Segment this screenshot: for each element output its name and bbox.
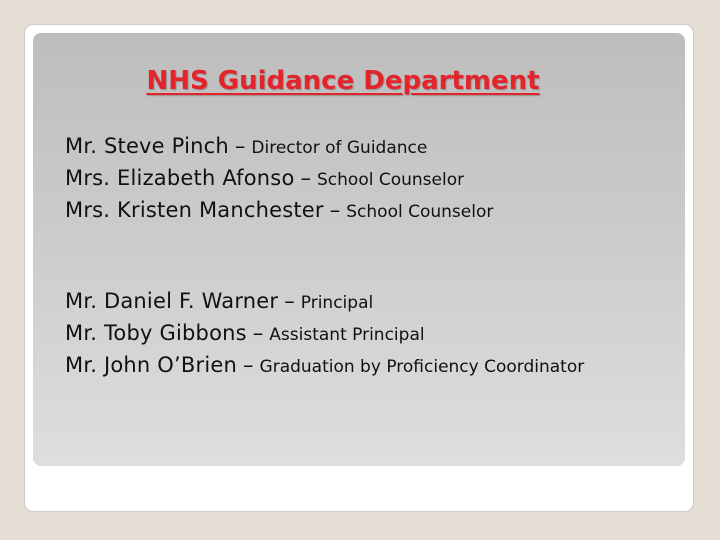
content-panel <box>33 33 685 466</box>
guidance-staff-list <box>65 130 493 226</box>
slide-frame <box>24 24 694 512</box>
staff-row-counselor-afonso <box>65 162 493 194</box>
staff-row-principal <box>65 285 584 317</box>
staff-name: Mr. Steve Pinch <box>65 134 229 158</box>
staff-row-proficiency-coordinator <box>65 349 584 381</box>
administration-staff-list <box>65 285 584 381</box>
staff-separator: – <box>329 198 341 222</box>
staff-separator: – <box>252 321 264 345</box>
staff-role: School Counselor <box>317 170 465 190</box>
staff-name: Mr. John O’Brien <box>65 353 238 377</box>
staff-name: Mr. Daniel F. Warner <box>65 289 279 313</box>
staff-row-director <box>65 130 493 162</box>
staff-name: Mrs. Elizabeth Afonso <box>65 166 295 190</box>
staff-role: Principal <box>300 293 374 313</box>
staff-name: Mrs. Kristen Manchester <box>65 198 324 222</box>
staff-row-assistant-principal <box>65 317 584 349</box>
staff-row-counselor-manchester <box>65 194 493 226</box>
staff-separator: – <box>234 134 246 158</box>
staff-separator: – <box>284 289 295 313</box>
staff-role: School Counselor <box>346 202 494 222</box>
staff-separator: – <box>243 353 254 377</box>
staff-role: Graduation by Proficiency Coordinator <box>259 357 585 377</box>
slide-title: NHS Guidance Department <box>146 66 540 96</box>
staff-role: Director of Guidance <box>251 138 428 158</box>
staff-name: Mr. Toby Gibbons <box>65 321 247 345</box>
staff-role: Assistant Principal <box>269 325 425 345</box>
staff-separator: – <box>300 166 311 190</box>
